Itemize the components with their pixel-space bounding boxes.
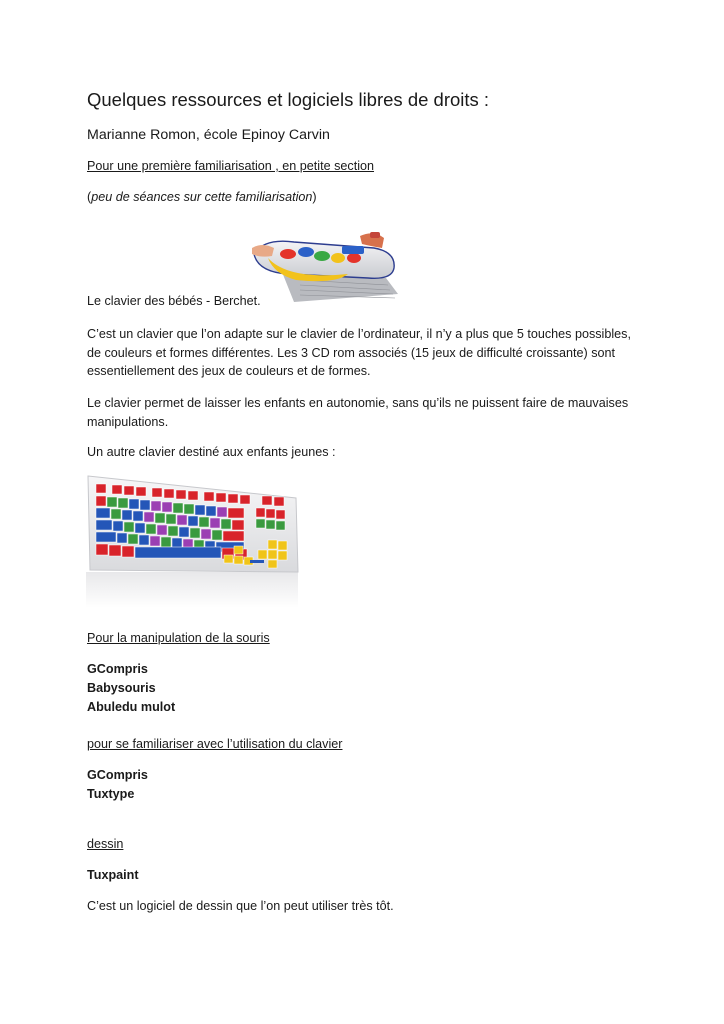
section-heading-dessin: dessin <box>87 837 124 851</box>
paragraph-tuxpaint: C’est un logiciel de dessin que l’on peut utiliser très tôt. <box>87 899 394 913</box>
paragraph-clavier-description: C’est un clavier que l’on adapte sur le clavier de l’ordinateur, il n’y a plus que 5 touches possibles, de couleurs et formes différentes. Les 3 CD rom associés (15 jeux de difficulté croissante) sont essentiellement des jeux de couleurs et de formes. <box>87 327 631 379</box>
software-item-souris-2: Babysouris <box>87 681 156 695</box>
document-title: Quelques ressources et logiciels libres de droits : <box>87 89 490 110</box>
caption-clavier-bebes: Le clavier des bébés - Berchet. <box>87 294 261 308</box>
software-item-souris-1: GCompris <box>87 662 148 676</box>
software-item-dessin: Tuxpaint <box>87 868 139 882</box>
baby-keyboard-image <box>248 228 400 308</box>
section-heading-first-familiarisation: Pour une première familiarisation , en petite section <box>87 159 375 173</box>
note-italic: peu de séances sur cette familiarisation <box>91 190 313 204</box>
software-item-clavier-1: GCompris <box>87 768 148 782</box>
software-item-clavier-2: Tuxtype <box>87 787 135 801</box>
author-line: Marianne Romon, école Epinoy Carvin <box>87 127 330 143</box>
section-heading-souris: Pour la manipulation de la souris <box>87 631 270 645</box>
paragraph-autonomie: Le clavier permet de laisser les enfants en autonomie, sans qu’ils ne puissent faire de mauvaises manipulations. <box>87 396 629 429</box>
note-line: (peu de séances sur cette familiarisation) <box>87 190 317 204</box>
section-heading-clavier: pour se familiariser avec l’utilisation du clavier <box>87 737 343 751</box>
software-item-souris-3: Abuledu mulot <box>87 700 176 714</box>
paragraph-autre-clavier: Un autre clavier destiné aux enfants jeunes : <box>87 445 336 459</box>
colorful-keyboard-image <box>84 472 302 610</box>
